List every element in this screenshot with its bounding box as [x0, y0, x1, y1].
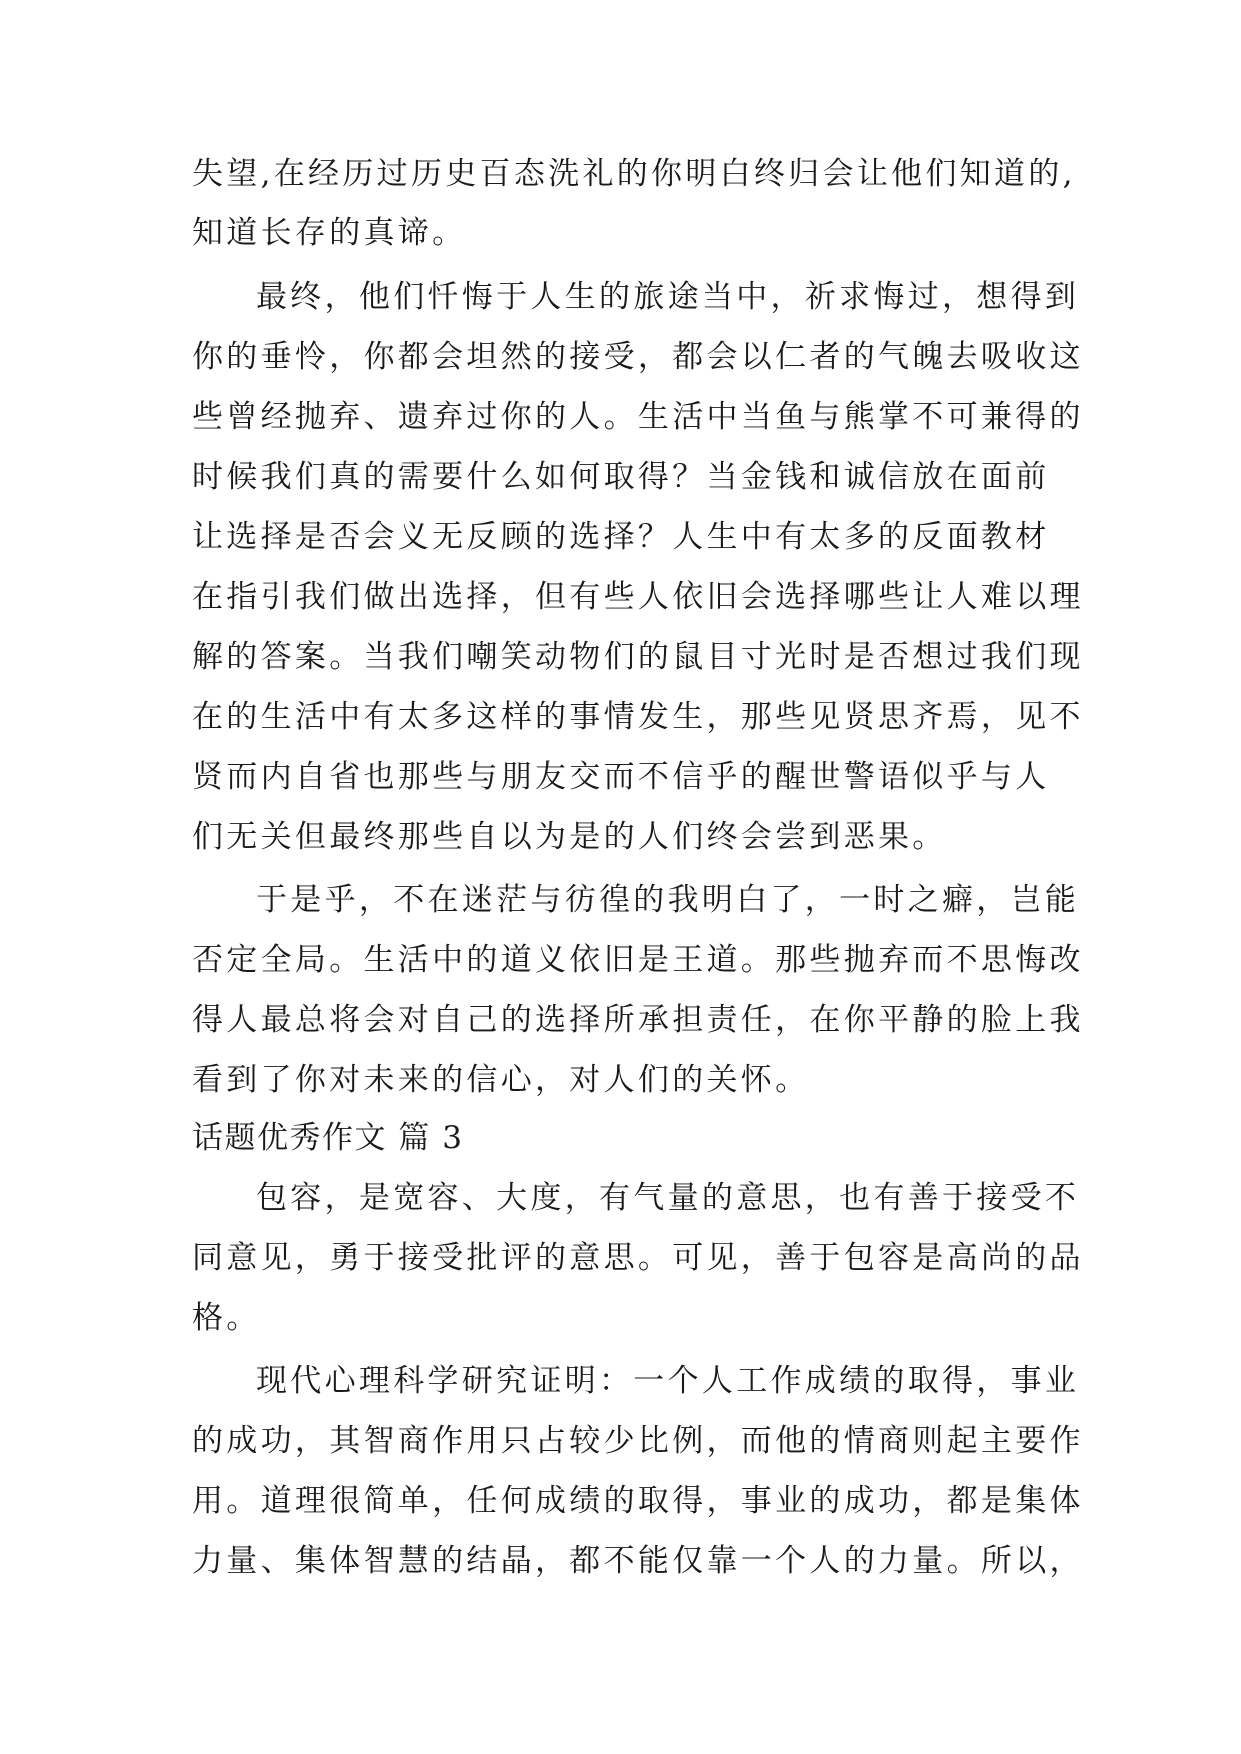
text-line: 用。道理很简单，任何成绩的取得，事业的成功，都是集体: [192, 1483, 1084, 1519]
paragraph-start-line: 最终，他们忏悔于人生的旅途当中，祈求悔过，想得到: [256, 279, 1080, 315]
text-line: 们无关但最终那些自以为是的人们终会尝到恶果。: [192, 819, 947, 855]
text-line: 解的答案。当我们嘲笑动物们的鼠目寸光时是否想过我们现: [192, 639, 1084, 675]
text-line: 的成功，其智商作用只占较少比例，而他的情商则起主要作: [192, 1423, 1084, 1459]
section-heading: 话题优秀作文 篇 3: [192, 1120, 464, 1156]
text-line: 些曾经抛弃、遗弃过你的人。生活中当鱼与熊掌不可兼得的: [192, 399, 1084, 435]
text-line: 在指引我们做出选择，但有些人依旧会选择哪些让人难以理: [192, 579, 1084, 615]
text-line: 让选择是否会义无反顾的选择？人生中有太多的反面教材: [192, 519, 1050, 555]
paragraph-start-line: 现代心理科学研究证明：一个人工作成绩的取得，事业: [256, 1363, 1080, 1399]
text-line: 你的垂怜，你都会坦然的接受，都会以仁者的气魄去吸收这: [192, 339, 1084, 375]
text-line: 格。: [192, 1300, 261, 1336]
text-line: 得人最总将会对自己的选择所承担责任，在你平静的脸上我: [192, 1002, 1084, 1038]
text-line: 同意见，勇于接受批评的意思。可见，善于包容是高尚的品: [192, 1240, 1084, 1276]
text-line: 知道长存的真谛。: [192, 215, 467, 251]
text-line: 贤而内自省也那些与朋友交而不信乎的醒世警语似乎与人: [192, 759, 1050, 795]
text-line: 看到了你对未来的信心，对人们的关怀。: [192, 1062, 810, 1098]
text-line: 失望,在经历过历史百态洗礼的你明白终归会让他们知道的,: [192, 156, 1076, 192]
text-line: 在的生活中有太多这样的事情发生，那些见贤思齐焉，见不: [192, 699, 1084, 735]
paragraph-start-line: 包容，是宽容、大度，有气量的意思，也有善于接受不: [256, 1180, 1080, 1216]
text-line: 否定全局。生活中的道义依旧是王道。那些抛弃而不思悔改: [192, 942, 1084, 978]
text-line: 时候我们真的需要什么如何取得？当金钱和诚信放在面前: [192, 459, 1050, 495]
paragraph-start-line: 于是乎，不在迷茫与彷徨的我明白了，一时之癖，岂能: [256, 882, 1080, 918]
text-line: 力量、集体智慧的结晶，都不能仅靠一个人的力量。所以，: [192, 1543, 1084, 1579]
